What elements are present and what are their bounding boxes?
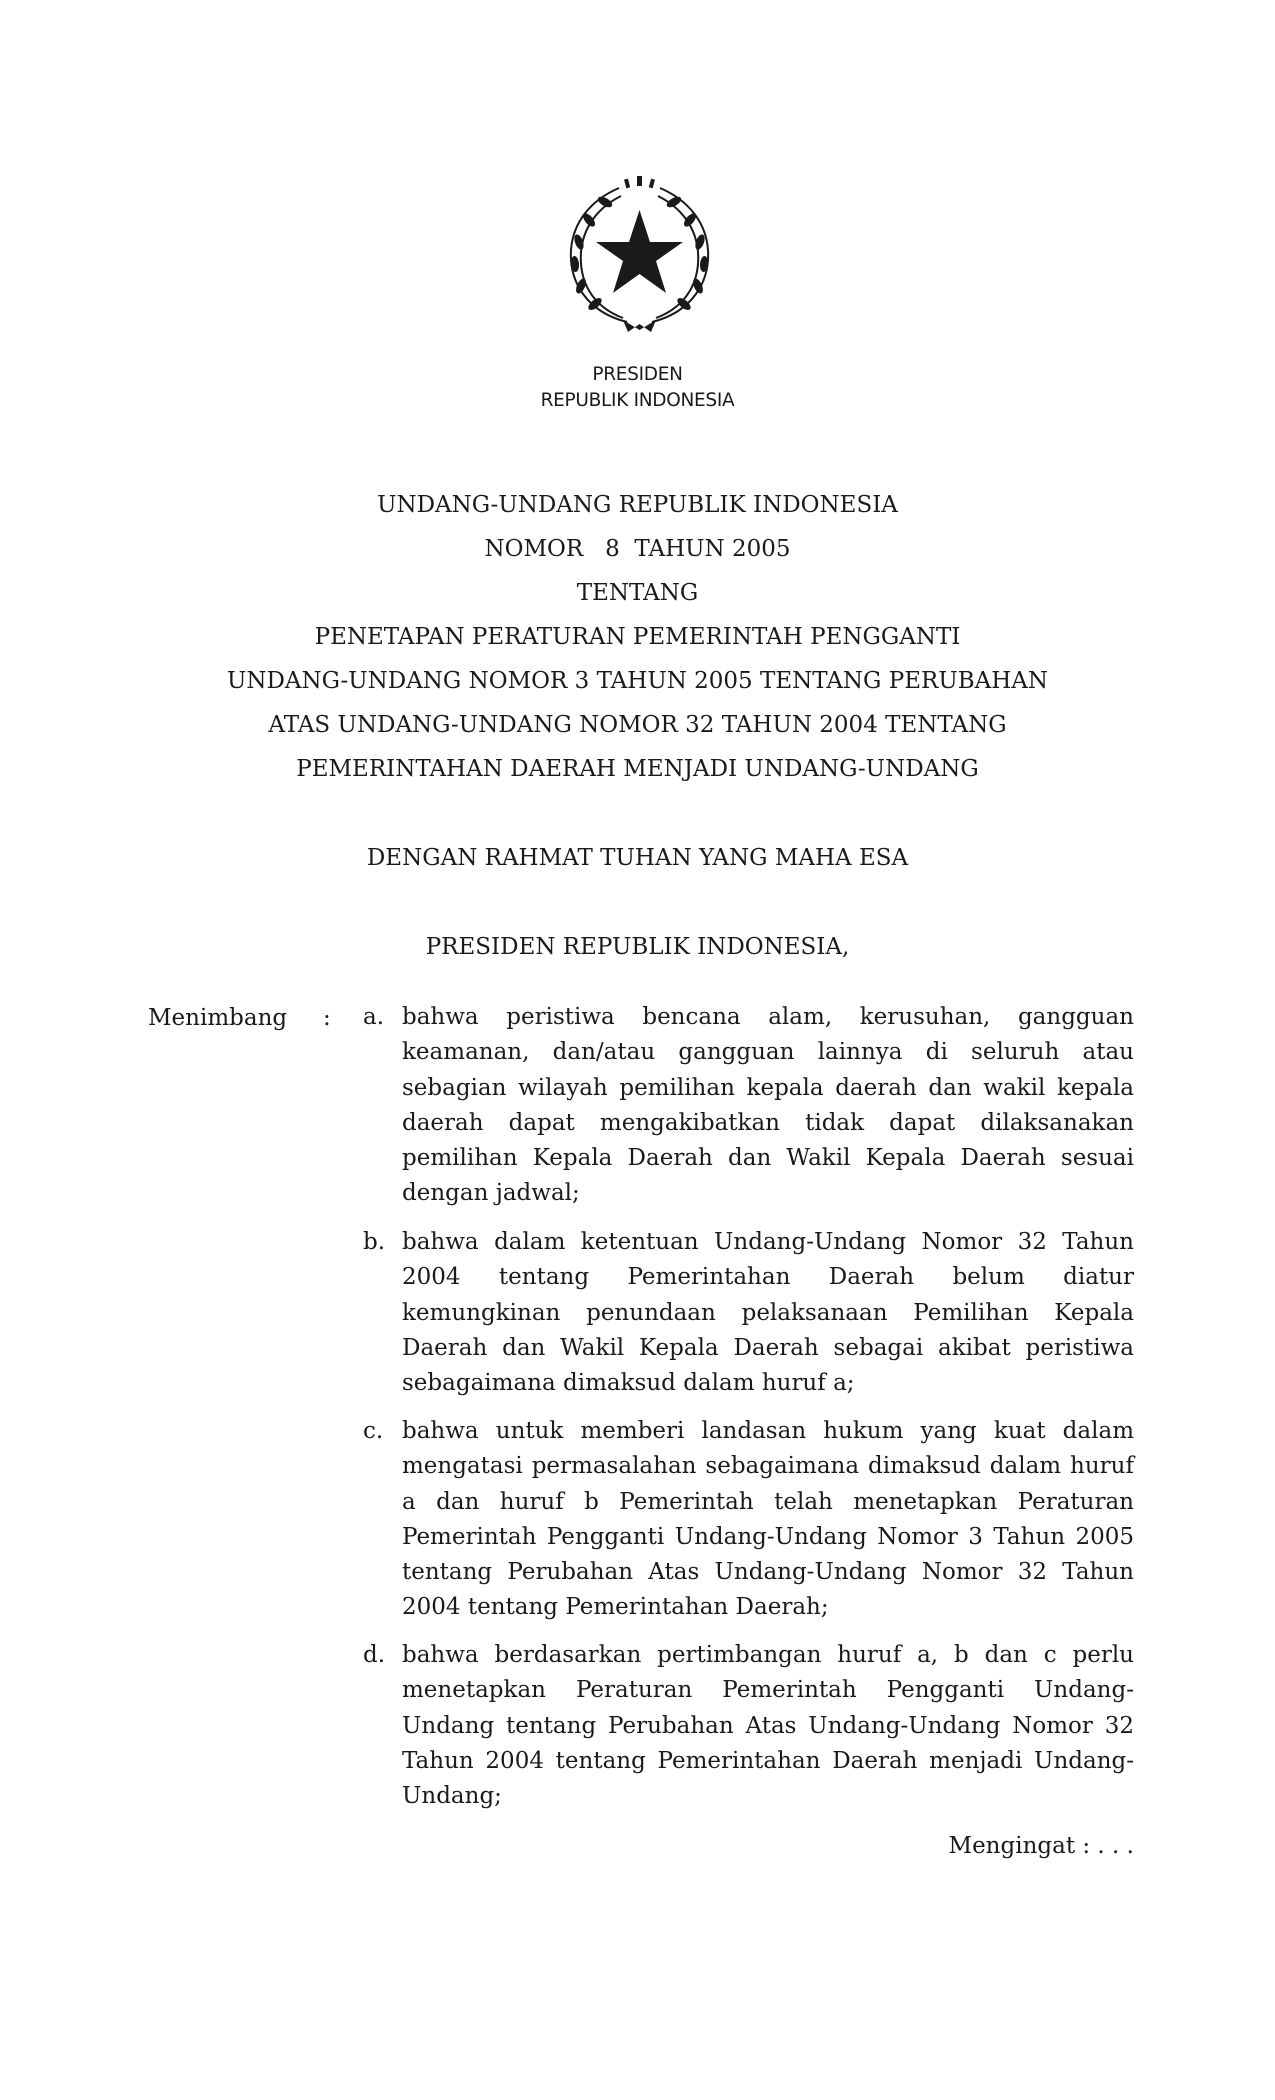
law-title-line1: UNDANG-UNDANG REPUBLIK INDONESIA <box>377 492 898 518</box>
invocation: DENGAN RAHMAT TUHAN YANG MAHA ESA <box>366 845 909 871</box>
law-subject-line2: UNDANG-UNDANG NOMOR 3 TAHUN 2005 TENTANG PERUBAHAN <box>226 668 1049 694</box>
garuda-emblem-icon <box>557 172 722 342</box>
law-subject-line4: PEMERINTAHAN DAERAH MENJADI UNDANG-UNDANG <box>296 756 979 782</box>
law-subject-line3: ATAS UNDANG-UNDANG NOMOR 32 TAHUN 2004 TENTANG <box>268 712 1007 738</box>
considering-item-letter-d: d. <box>363 1642 386 1668</box>
considering-item-a: bahwa peristiwa bencana alam, kerusuhan, gangguan keamanan, dan/atau gangguan lainnya di seluruh atau sebagian wilayah pemilihan kepala daerah dan wakil kepala daerah dapat mengakibatkan tidak dapat dilaksanakan pemilihan Kepala Daerah dan Wakil Kepala Daerah sesuai dengan jadwal; <box>402 1004 1134 1207</box>
office-title-line1: PRESIDEN <box>592 364 683 385</box>
considering-item-d: bahwa berdasarkan pertimbangan huruf a, b dan c perlu menetapkan Peraturan Pemerintah Pengganti Undang-Undang tentang Perubahan Atas Undang-Undang Nomor 32 Tahun 2004 tentang Pemerintahan Daerah menjadi Undang-Undang; <box>402 1642 1134 1810</box>
considering-item-letter-a: a. <box>363 1004 385 1030</box>
considering-item-letter-b: b. <box>363 1229 386 1255</box>
considering-colon: : <box>323 1005 331 1031</box>
office-title-line2: REPUBLIK INDONESIA <box>540 390 735 411</box>
considering-item-c: bahwa untuk memberi landasan hukum yang kuat dalam mengatasi permasalahan sebagaimana dimaksud dalam huruf a dan huruf b Pemerintah telah menetapkan Peraturan Pemerintah Pengganti Undang-Undang Nomor 3 Tahun 2005 tentang Perubahan Atas Undang-Undang Nomor 32 Tahun 2004 tentang Pemerintahan Daerah; <box>402 1418 1134 1621</box>
law-number-line: NOMOR 8 TAHUN 2005 <box>484 536 791 562</box>
considering-item-b: bahwa dalam ketentuan Undang-Undang Nomor 32 Tahun 2004 tentang Pemerintahan Daerah belum diatur kemungkinan penundaan pelaksanaan Pemilihan Kepala Daerah dan Wakil Kepala Daerah sebagai akibat peristiwa sebagaimana dimaksud dalam huruf a; <box>402 1229 1134 1397</box>
considering-item-letter-c: c. <box>363 1418 384 1444</box>
law-about-line: TENTANG <box>576 580 699 606</box>
considering-label: Menimbang <box>148 1005 288 1031</box>
president-heading: PRESIDEN REPUBLIK INDONESIA, <box>425 934 850 960</box>
law-subject-line1: PENETAPAN PERATURAN PEMERINTAH PENGGANTI <box>314 624 961 650</box>
continuation-marker: Mengingat : . . . <box>948 1833 1134 1859</box>
